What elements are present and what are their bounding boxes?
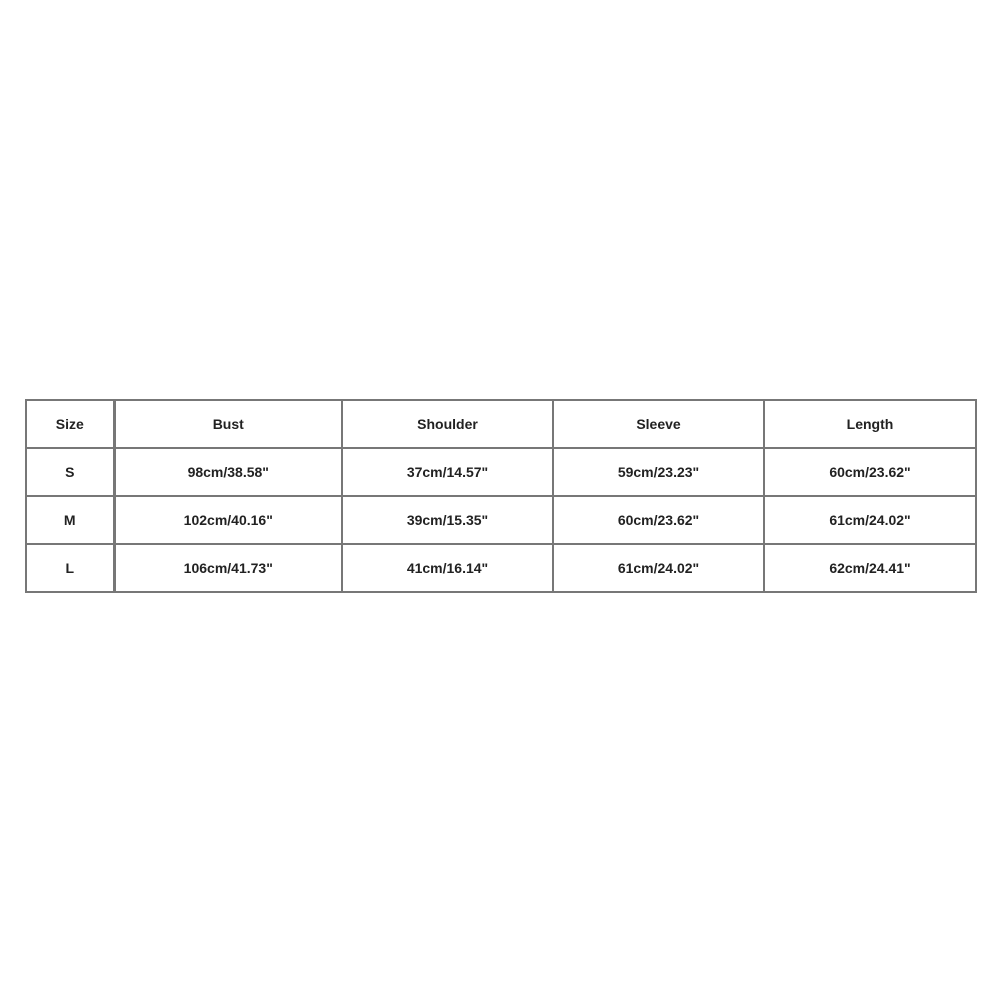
table-row — [26, 544, 976, 592]
cell-sleeve: 61cm/24.02" — [553, 544, 764, 592]
cell-sleeve: 60cm/23.62" — [553, 496, 764, 544]
cell-shoulder: 41cm/16.14" — [342, 544, 553, 592]
cell-bust: 98cm/38.58" — [114, 448, 342, 496]
header-bust: Bust — [114, 400, 342, 448]
cell-length: 62cm/24.41" — [764, 544, 976, 592]
table-row — [26, 448, 976, 496]
cell-bust: 102cm/40.16" — [114, 496, 342, 544]
cell-length: 61cm/24.02" — [764, 496, 976, 544]
table-row — [26, 496, 976, 544]
size-chart-table — [25, 399, 977, 593]
cell-size: M — [26, 496, 114, 544]
header-length: Length — [764, 400, 976, 448]
cell-shoulder: 37cm/14.57" — [342, 448, 553, 496]
cell-bust: 106cm/41.73" — [114, 544, 342, 592]
cell-sleeve: 59cm/23.23" — [553, 448, 764, 496]
cell-size: S — [26, 448, 114, 496]
header-size: Size — [26, 400, 114, 448]
header-row — [26, 400, 976, 448]
cell-length: 60cm/23.62" — [764, 448, 976, 496]
header-sleeve: Sleeve — [553, 400, 764, 448]
cell-shoulder: 39cm/15.35" — [342, 496, 553, 544]
header-shoulder: Shoulder — [342, 400, 553, 448]
table-body — [26, 448, 976, 592]
table-header — [26, 400, 976, 448]
cell-size: L — [26, 544, 114, 592]
